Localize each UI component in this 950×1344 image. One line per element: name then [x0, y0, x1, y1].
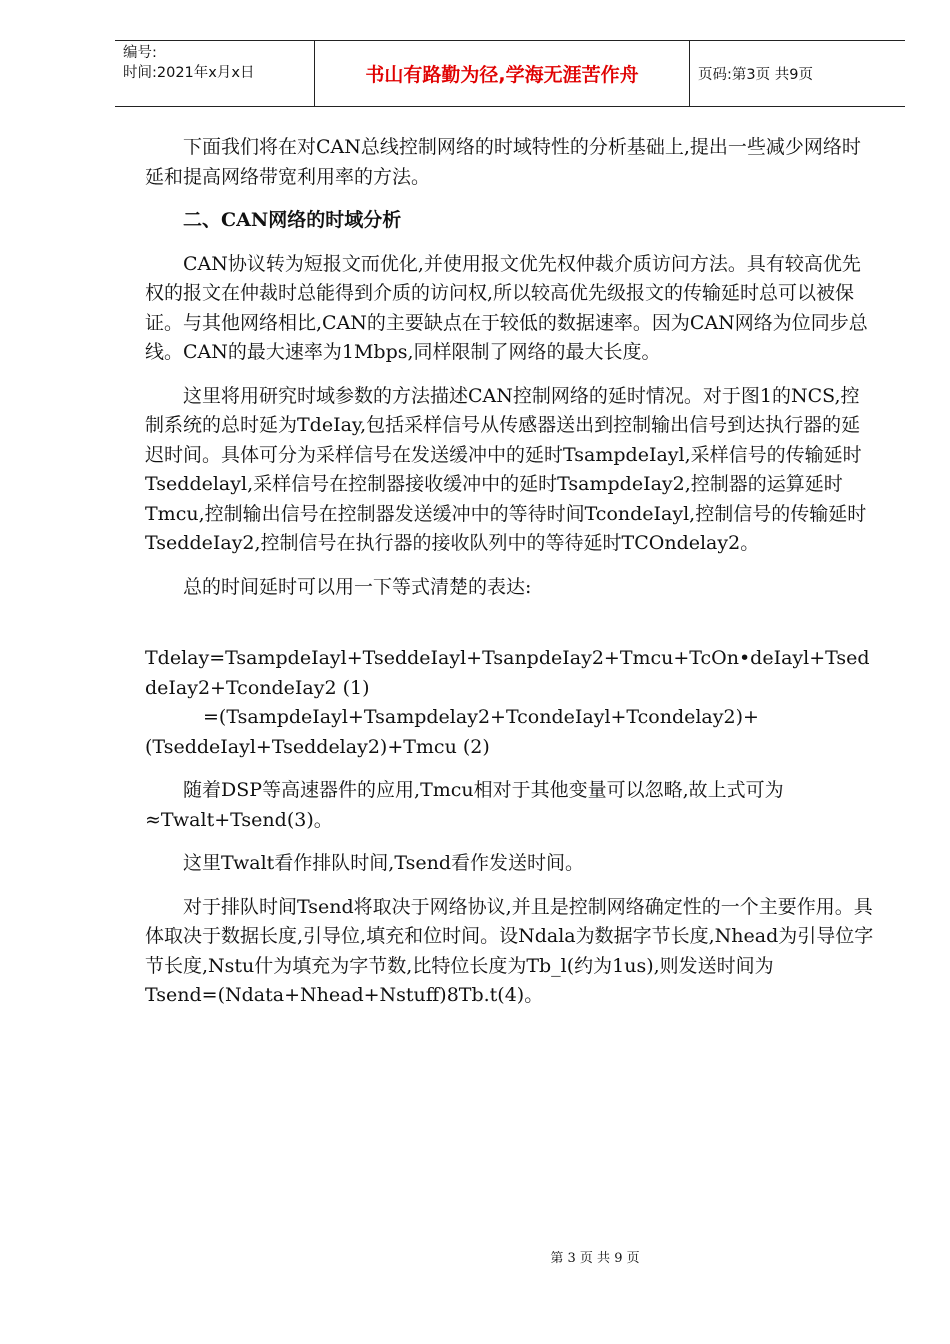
- paragraph-queue-time: 对于排队时间Tsend将取决于网络协议,并且是控制网络确定性的一个主要作用。具体取决于数据长度,引导位,填充和位时间。设Ndala为数据字节长度,Nhead为引导位字节长度,Nstu什为填充为字节数,比特位长度为Tb_l(约为1us),则发送时间为: [145, 895, 874, 977]
- paragraph-can-protocol: CAN协议转为短报文而优化,并使用报文优先权仲裁介质访问方法。具有较高优先权的报文在仲裁时总能得到介质的访问权,所以较高优先级报文的传输延时总可以被保证。与其他网络相比,CAN的主要缺点在于较低的数据速率。因为CAN网络为位同步总线。CAN的最大速率为1Mbps,同样限制了网络的最大长度。: [145, 252, 868, 363]
- equation-2a: =(TsampdeIayl+Tsampdelay2+TcondeIayl+Tcondelay2)+: [203, 706, 759, 728]
- paragraph-time-domain: 这里将用研究时域参数的方法描述CAN控制网络的延时情况。对于图1的NCS,控制系统的总时延为TdeIay,包括采样信号从传感器送出到控制输出信号到达执行器的延迟时间。具体可分为采样信号在发送缓冲中的延时TsampdeIayl,采样信号的传输延时Tseddelayl,采样信号在控制器接收缓冲中的延时TsampdeIay2,控制器的运算延时Tmcu,控制输出信号在控制器发送缓冲中的等待时间TcondeIayl,控制信号的传输延时TseddeIay2,控制信号在执行器的接收队列中的等待延时TCOndelay2。: [145, 384, 867, 554]
- equation-2b: (TseddeIayl+Tseddelay2)+Tmcu (2): [145, 735, 490, 758]
- paragraph-intro: 下面我们将在对CAN总线控制网络的时域特性的分析基础上,提出一些减少网络时延和提高网络带宽利用率的方法。: [145, 136, 861, 188]
- section-heading: 二、CAN网络的时域分析: [183, 209, 402, 231]
- equation-4: Tsend=(Ndata+Nhead+Nstuff)8Tb.t(4)。: [145, 984, 544, 1006]
- paragraph-twalt: 这里Twalt看作排队时间,Tsend看作发送时间。: [183, 852, 585, 874]
- paragraph-dsp: 随着DSP等高速器件的应用,Tmcu相对于其他变量可以忽略,故上式可为≈Twalt+Tsend(3)。: [145, 779, 784, 831]
- page-footer: 第 3 页 共 9 页: [550, 1251, 640, 1266]
- equation-1: Tdelay=TsampdeIayl+TseddeIayl+TsanpdeIay2+Tmcu+TcOn•deIayl+TseddeIay2+TcondeIay2 (1): [145, 647, 870, 699]
- document-number-label: 编号:: [123, 45, 157, 61]
- header-page-label: 页码:第3页 共9页: [698, 67, 813, 83]
- document-body: [145, 133, 875, 1011]
- document-time-label: 时间:2021年x月x日: [123, 65, 255, 81]
- header-motto: 书山有路勤为径,学海无涯苦作舟: [315, 41, 690, 106]
- paragraph-equation-intro: 总的时间延时可以用一下等式清楚的表达:: [183, 575, 532, 598]
- page-header: [115, 40, 905, 107]
- header-meta: [115, 41, 315, 106]
